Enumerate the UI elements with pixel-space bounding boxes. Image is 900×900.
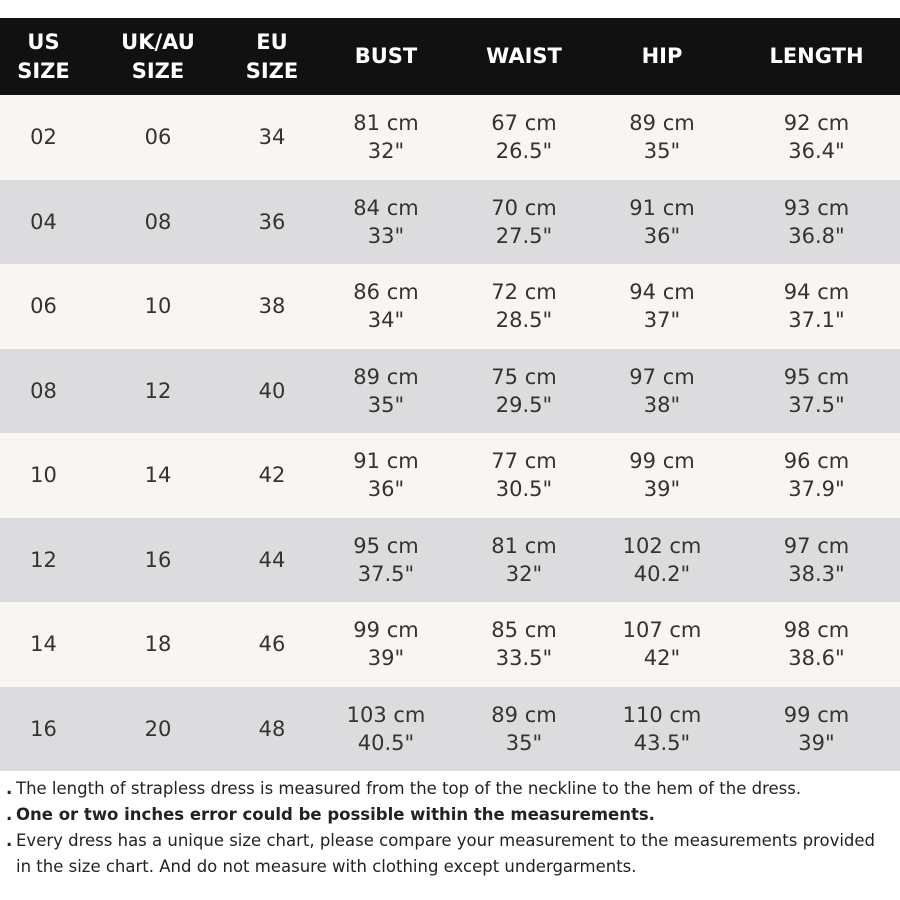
hip-cm-value: 94 cm <box>629 280 695 305</box>
length-inch-value: 37.5" <box>788 392 845 417</box>
header-label: BUST <box>354 44 418 68</box>
hip-inch-value: 39" <box>643 477 681 502</box>
waist-cell <box>457 349 591 434</box>
hip-cm-value: 110 cm <box>622 702 702 727</box>
length-cell <box>733 602 900 687</box>
length-inch-value: 39" <box>798 730 835 755</box>
length-inch-value: 38.6" <box>788 646 845 671</box>
bust-inch-value: 37.5" <box>357 561 415 586</box>
hip-cm-value: 102 cm <box>622 533 702 558</box>
note-text: The length of strapless dress is measured from the top of the neckline to the hem of the dress. <box>16 779 802 798</box>
length-inch-value: 38.3" <box>788 561 845 586</box>
header-label: EU <box>256 29 288 54</box>
header-label: US <box>27 29 60 54</box>
bust-cell <box>315 95 457 180</box>
note-item <box>6 802 890 828</box>
table-row <box>0 602 900 687</box>
bust-cm-value: 99 cm <box>353 618 419 643</box>
header-label: SIZE <box>17 58 70 83</box>
size-notes <box>6 776 890 880</box>
us-size-cell: 02 <box>30 125 57 150</box>
header-label: LENGTH <box>769 44 864 68</box>
hip-inch-value: 35" <box>643 139 681 164</box>
bust-inch-value: 33" <box>367 223 405 248</box>
uk-au-size-cell: 12 <box>144 378 172 403</box>
uk-au-size-cell: 08 <box>144 209 172 234</box>
waist-cell <box>457 264 591 349</box>
uk-au-size-cell: 06 <box>144 125 172 150</box>
eu-size-header <box>229 18 315 95</box>
length-cell <box>733 518 900 603</box>
table-row <box>0 518 900 603</box>
waist-cm-value: 70 cm <box>491 195 557 220</box>
waist-inch-value: 32" <box>505 561 543 586</box>
bust-cell <box>315 602 457 687</box>
hip-cm-value: 107 cm <box>622 618 702 643</box>
length-cm-value: 99 cm <box>783 702 850 727</box>
uk-au-size-header <box>87 18 229 95</box>
note-text: Every dress has a unique size chart, please compare your measurement to the measurements provided in the size chart. And do not measure with clothing except undergarments. <box>16 831 876 876</box>
header-label: WAIST <box>486 44 562 68</box>
bust-cm-value: 91 cm <box>353 449 419 474</box>
header-label: SIZE <box>131 58 185 83</box>
eu-size-cell: 40 <box>258 378 286 403</box>
hip-cm-value: 89 cm <box>629 111 695 136</box>
length-cell <box>733 433 900 518</box>
eu-size-cell: 46 <box>258 632 286 657</box>
waist-cell <box>457 180 591 265</box>
bust-cell <box>315 264 457 349</box>
waist-cell <box>457 518 591 603</box>
length-inch-value: 36.8" <box>788 223 845 248</box>
note-item <box>6 776 890 802</box>
table-row <box>0 180 900 265</box>
hip-cell <box>591 349 733 434</box>
bust-cm-value: 81 cm <box>353 111 419 136</box>
hip-cell <box>591 264 733 349</box>
length-cm-value: 98 cm <box>783 618 850 643</box>
bust-cell <box>315 180 457 265</box>
waist-cm-value: 89 cm <box>491 702 557 727</box>
waist-cm-value: 72 cm <box>491 280 557 305</box>
bust-inch-value: 40.5" <box>357 730 415 755</box>
us-size-cell: 08 <box>30 378 57 403</box>
us-size-cell: 10 <box>30 463 57 488</box>
eu-size-cell: 44 <box>258 547 286 572</box>
length-cm-value: 97 cm <box>783 533 850 558</box>
bust-inch-value: 32" <box>367 139 405 164</box>
hip-cm-value: 99 cm <box>629 449 695 474</box>
waist-inch-value: 28.5" <box>495 308 553 333</box>
bust-inch-value: 36" <box>367 477 405 502</box>
bust-inch-value: 39" <box>367 646 405 671</box>
waist-inch-value: 27.5" <box>495 223 553 248</box>
bust-cm-value: 84 cm <box>353 195 419 220</box>
hip-inch-value: 40.2" <box>633 561 691 586</box>
size-chart-table <box>0 18 900 771</box>
length-cell <box>733 687 900 772</box>
waist-cm-value: 85 cm <box>491 618 557 643</box>
waist-cm-value: 81 cm <box>491 533 557 558</box>
us-size-cell: 12 <box>30 547 57 572</box>
waist-inch-value: 35" <box>505 730 543 755</box>
hip-cell <box>591 602 733 687</box>
table-row <box>0 349 900 434</box>
table-row <box>0 264 900 349</box>
us-size-cell: 04 <box>30 209 57 234</box>
waist-cm-value: 75 cm <box>491 364 557 389</box>
us-size-cell: 06 <box>30 294 57 319</box>
header-label: SIZE <box>245 58 299 83</box>
table-row <box>0 687 900 772</box>
waist-cell <box>457 95 591 180</box>
bust-cell <box>315 433 457 518</box>
waist-cm-value: 67 cm <box>491 111 557 136</box>
hip-cell <box>591 95 733 180</box>
waist-inch-value: 33.5" <box>495 646 553 671</box>
hip-inch-value: 36" <box>643 223 681 248</box>
bust-inch-value: 35" <box>367 392 405 417</box>
waist-inch-value: 26.5" <box>495 139 553 164</box>
length-cell <box>733 95 900 180</box>
eu-size-cell: 48 <box>258 716 286 741</box>
uk-au-size-cell: 18 <box>144 632 172 657</box>
bust-cm-value: 103 cm <box>346 702 426 727</box>
hip-inch-value: 43.5" <box>633 730 691 755</box>
uk-au-size-cell: 10 <box>144 294 172 319</box>
eu-size-cell: 36 <box>258 209 286 234</box>
uk-au-size-cell: 16 <box>144 547 172 572</box>
waist-header <box>457 18 591 95</box>
length-inch-value: 37.9" <box>788 477 845 502</box>
header-row <box>0 18 900 95</box>
length-cell <box>733 349 900 434</box>
length-header <box>733 18 900 95</box>
length-inch-value: 37.1" <box>788 308 845 333</box>
length-cm-value: 96 cm <box>783 449 850 474</box>
hip-cell <box>591 518 733 603</box>
hip-cell <box>591 433 733 518</box>
us-size-cell: 16 <box>30 716 57 741</box>
length-cell <box>733 264 900 349</box>
length-cm-value: 93 cm <box>783 195 850 220</box>
note-item <box>6 828 890 880</box>
bust-inch-value: 34" <box>367 308 405 333</box>
length-cm-value: 94 cm <box>783 280 850 305</box>
length-inch-value: 36.4" <box>788 139 845 164</box>
note-bullet: . <box>6 805 13 824</box>
table-row <box>0 433 900 518</box>
waist-cm-value: 77 cm <box>491 449 557 474</box>
eu-size-cell: 38 <box>258 294 286 319</box>
eu-size-cell: 42 <box>258 463 286 488</box>
waist-cell <box>457 433 591 518</box>
length-cell <box>733 180 900 265</box>
length-cm-value: 92 cm <box>783 111 850 136</box>
waist-cell <box>457 602 591 687</box>
bust-cell <box>315 518 457 603</box>
bust-cm-value: 89 cm <box>353 364 419 389</box>
us-size-cell: 14 <box>30 632 57 657</box>
us-size-header <box>0 18 87 95</box>
header-label: UK/AU <box>121 29 195 54</box>
note-bullet: . <box>6 779 13 798</box>
uk-au-size-cell: 20 <box>144 716 172 741</box>
waist-inch-value: 29.5" <box>495 392 553 417</box>
note-text: One or two inches error could be possible within the measurements. <box>16 805 655 824</box>
bust-cell <box>315 349 457 434</box>
uk-au-size-cell: 14 <box>144 463 172 488</box>
length-cm-value: 95 cm <box>783 364 850 389</box>
note-bullet: . <box>6 831 13 850</box>
waist-inch-value: 30.5" <box>495 477 553 502</box>
hip-cell <box>591 180 733 265</box>
hip-inch-value: 38" <box>643 392 681 417</box>
table-row <box>0 95 900 180</box>
bust-cm-value: 86 cm <box>353 280 419 305</box>
hip-cell <box>591 687 733 772</box>
bust-cm-value: 95 cm <box>353 533 419 558</box>
bust-header <box>315 18 457 95</box>
hip-header <box>591 18 733 95</box>
header-label: HIP <box>641 44 683 68</box>
hip-cm-value: 97 cm <box>629 364 695 389</box>
hip-inch-value: 42" <box>643 646 681 671</box>
waist-cell <box>457 687 591 772</box>
eu-size-cell: 34 <box>258 125 286 150</box>
hip-inch-value: 37" <box>643 308 681 333</box>
bust-cell <box>315 687 457 772</box>
hip-cm-value: 91 cm <box>629 195 695 220</box>
